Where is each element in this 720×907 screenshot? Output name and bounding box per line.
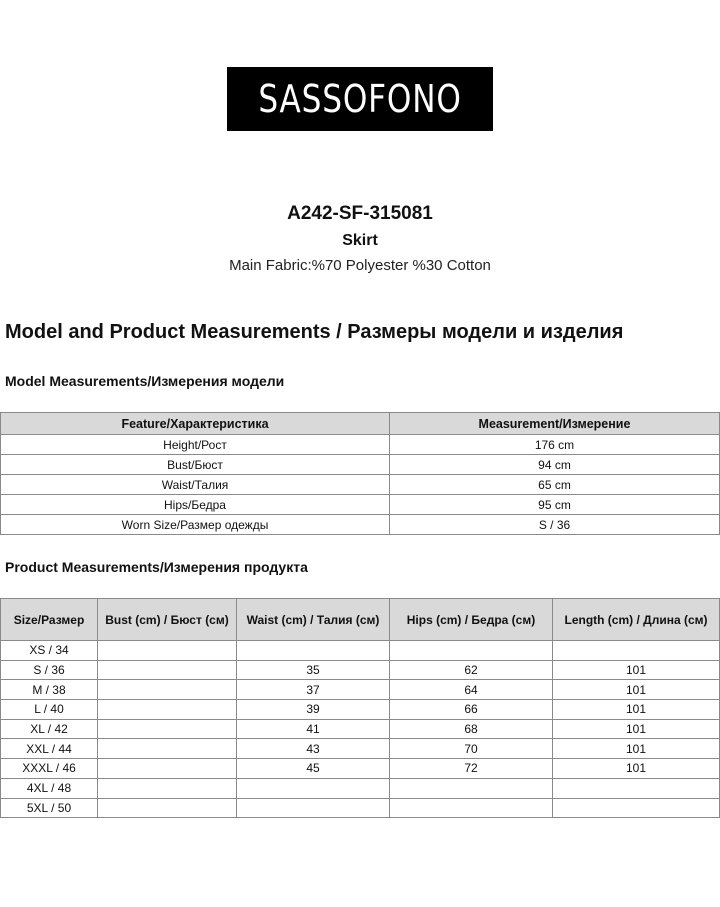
product-bust-cell xyxy=(98,739,237,759)
product-table-row xyxy=(1,798,720,818)
model-table-row xyxy=(1,495,720,515)
product-hips-cell: 62 xyxy=(390,660,553,680)
product-bust-cell xyxy=(98,759,237,779)
product-table-row xyxy=(1,719,720,739)
model-header-feature: Feature/Характеристика xyxy=(1,413,390,435)
product-size-cell: L / 40 xyxy=(1,700,98,720)
model-measurements-title: Model Measurements/Измерения модели xyxy=(5,373,285,389)
product-size-cell: XXXL / 46 xyxy=(1,759,98,779)
model-table-row xyxy=(1,455,720,475)
model-feature-cell: Hips/Бедра xyxy=(1,495,390,515)
product-bust-cell xyxy=(98,680,237,700)
product-measurements-title: Product Measurements/Измерения продукта xyxy=(5,559,308,575)
brand-logo-text: SASSOFONO xyxy=(258,77,462,121)
product-table-row xyxy=(1,739,720,759)
product-waist-cell xyxy=(237,641,390,661)
product-waist-cell xyxy=(237,778,390,798)
model-value-cell: 95 cm xyxy=(390,495,720,515)
product-length-cell xyxy=(553,798,720,818)
product-hips-cell: 70 xyxy=(390,739,553,759)
product-header-waist: Waist (cm) / Талия (см) xyxy=(237,599,390,641)
product-waist-cell: 39 xyxy=(237,700,390,720)
product-size-cell: XL / 42 xyxy=(1,719,98,739)
product-code: A242-SF-315081 xyxy=(287,203,433,224)
product-hips-cell: 72 xyxy=(390,759,553,779)
product-length-cell: 101 xyxy=(553,700,720,720)
model-table-header-row xyxy=(1,413,720,435)
model-value-cell: 94 cm xyxy=(390,455,720,475)
model-value-cell: 65 cm xyxy=(390,475,720,495)
product-table-row xyxy=(1,700,720,720)
product-bust-cell xyxy=(98,719,237,739)
product-table-header-row xyxy=(1,599,720,641)
product-waist-cell: 41 xyxy=(237,719,390,739)
product-length-cell: 101 xyxy=(553,719,720,739)
product-length-cell: 101 xyxy=(553,739,720,759)
product-table-row xyxy=(1,680,720,700)
product-header-hips: Hips (cm) / Бедра (см) xyxy=(390,599,553,641)
brand-logo xyxy=(227,67,493,131)
product-header-bust: Bust (cm) / Бюст (см) xyxy=(98,599,237,641)
product-table-row xyxy=(1,778,720,798)
product-header-size: Size/Размер xyxy=(1,599,98,641)
product-hips-cell: 66 xyxy=(390,700,553,720)
product-waist-cell: 45 xyxy=(237,759,390,779)
product-hips-cell xyxy=(390,798,553,818)
product-size-cell: 4XL / 48 xyxy=(1,778,98,798)
product-table-row xyxy=(1,759,720,779)
model-table-row xyxy=(1,515,720,535)
product-hips-cell xyxy=(390,641,553,661)
product-waist-cell: 37 xyxy=(237,680,390,700)
product-table-row xyxy=(1,641,720,661)
product-bust-cell xyxy=(98,700,237,720)
product-length-cell: 101 xyxy=(553,660,720,680)
model-measurements-table xyxy=(0,412,720,535)
product-size-cell: XS / 34 xyxy=(1,641,98,661)
product-size-cell: M / 38 xyxy=(1,680,98,700)
product-size-cell: 5XL / 50 xyxy=(1,798,98,818)
model-header-measurement: Measurement/Измерение xyxy=(390,413,720,435)
product-length-cell xyxy=(553,778,720,798)
product-bust-cell xyxy=(98,641,237,661)
product-waist-cell xyxy=(237,798,390,818)
product-length-cell: 101 xyxy=(553,680,720,700)
model-value-cell: 176 cm xyxy=(390,435,720,455)
product-length-cell: 101 xyxy=(553,759,720,779)
product-waist-cell: 43 xyxy=(237,739,390,759)
product-hips-cell: 68 xyxy=(390,719,553,739)
model-feature-cell: Waist/Талия xyxy=(1,475,390,495)
product-type: Skirt xyxy=(342,232,378,249)
product-table-row xyxy=(1,660,720,680)
product-hips-cell xyxy=(390,778,553,798)
model-feature-cell: Height/Рост xyxy=(1,435,390,455)
model-table-row xyxy=(1,435,720,455)
product-bust-cell xyxy=(98,660,237,680)
section-title: Model and Product Measurements / Размеры модели и изделия xyxy=(5,321,624,343)
model-value-cell: S / 36 xyxy=(390,515,720,535)
product-bust-cell xyxy=(98,798,237,818)
product-size-cell: XXL / 44 xyxy=(1,739,98,759)
product-length-cell xyxy=(553,641,720,661)
product-hips-cell: 64 xyxy=(390,680,553,700)
model-feature-cell: Worn Size/Размер одежды xyxy=(1,515,390,535)
product-size-cell: S / 36 xyxy=(1,660,98,680)
product-waist-cell: 35 xyxy=(237,660,390,680)
product-header-length: Length (cm) / Длина (см) xyxy=(553,599,720,641)
product-bust-cell xyxy=(98,778,237,798)
model-feature-cell: Bust/Бюст xyxy=(1,455,390,475)
model-table-row xyxy=(1,475,720,495)
product-measurements-table xyxy=(0,598,720,818)
product-fabric: Main Fabric:%70 Polyester %30 Cotton xyxy=(229,257,491,274)
